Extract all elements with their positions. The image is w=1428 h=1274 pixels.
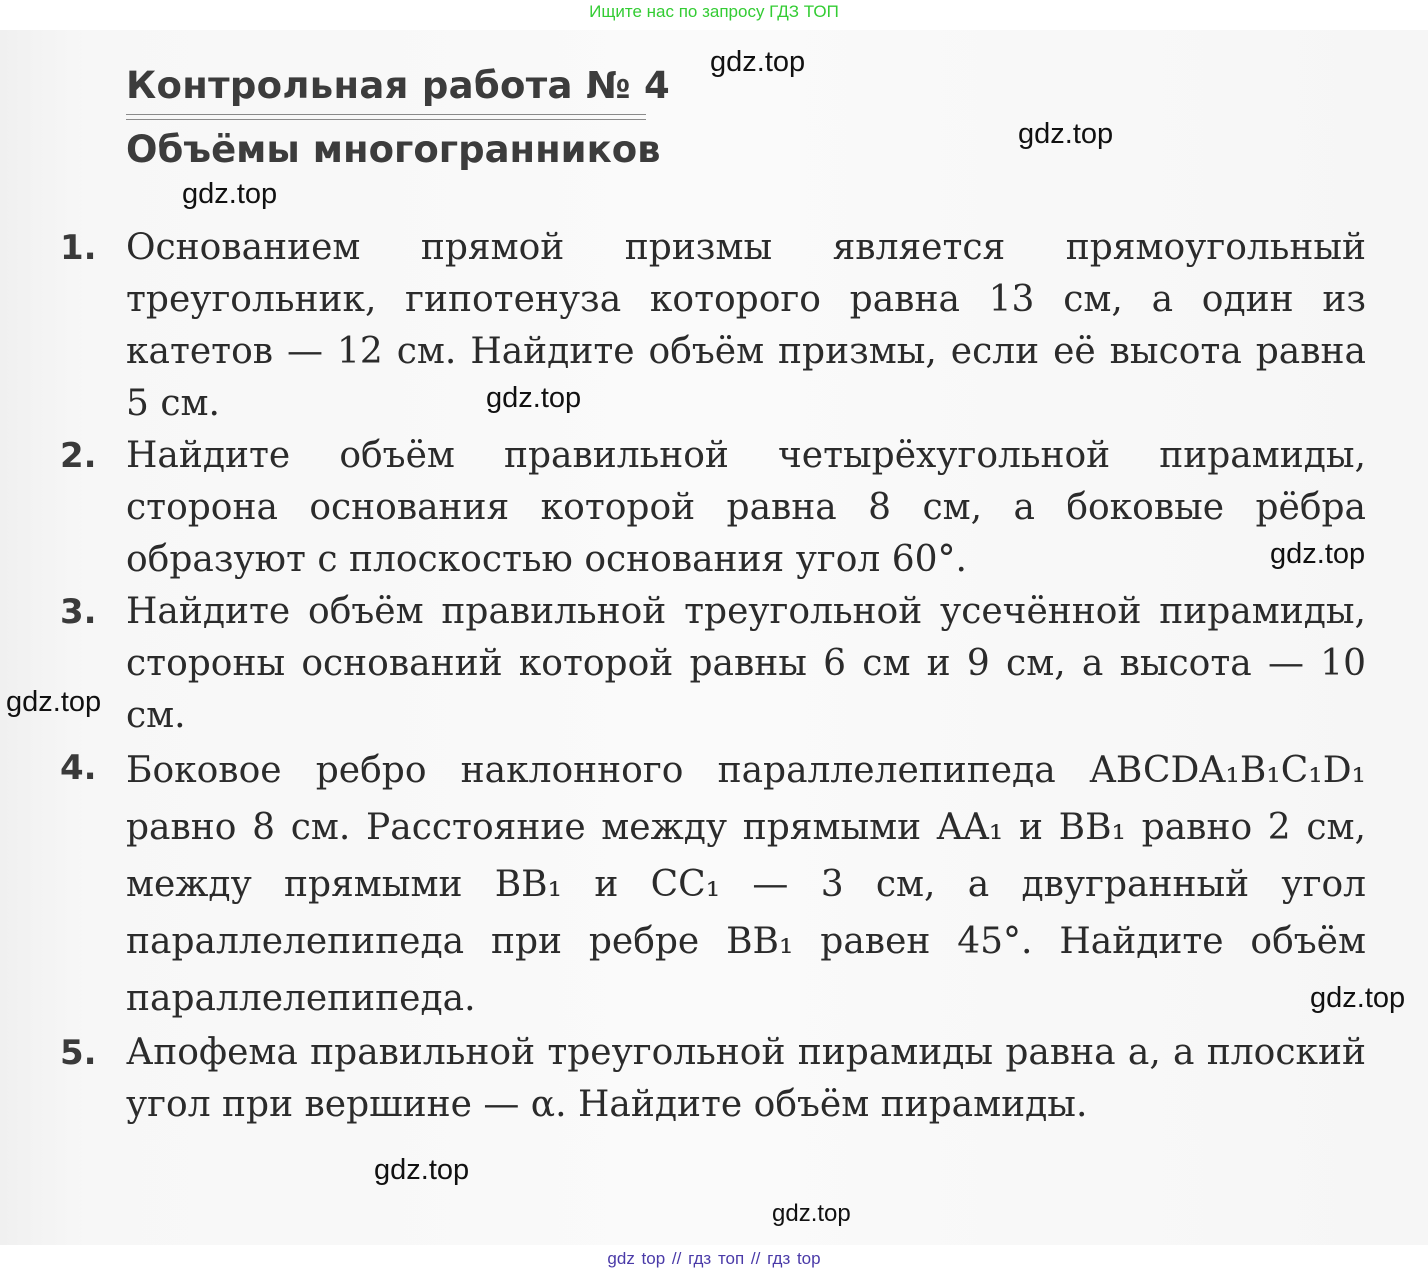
top-banner: Ищите нас по запросу ГДЗ ТОП: [589, 2, 839, 21]
problem-number: 4.: [60, 748, 97, 788]
bottom-banner: gdz top // гдз топ // гдз top: [607, 1249, 821, 1268]
problem-text: Найдите объём правильной четырёхугольной пирамиды, сторона основания которой равна 8 см, а боковые рёбра образуют с плоскостью основания угол 60°.: [126, 435, 1366, 580]
watermark: gdz.top: [710, 46, 806, 78]
watermark: gdz.top: [486, 382, 582, 414]
page-subtitle: Объёмы многогранников: [126, 128, 661, 171]
watermark: gdz.top: [182, 178, 278, 210]
problem-number: 3.: [60, 592, 97, 632]
problem-2: [60, 430, 1366, 586]
problem-number: 2.: [60, 436, 97, 476]
page-title: Контрольная работа № 4: [126, 64, 670, 107]
problem-text: Боковое ребро наклонного параллелепипеда ABCDA₁B₁C₁D₁ равно 8 см. Расстояние между прямыми AA₁ и BB₁ равно 2 см, между прямыми BB₁ и CC₁ — 3 см, а двугранный угол параллелепипеда при ребре BB₁ равен 45°. Найдите объём параллелепипеда.: [126, 750, 1366, 1019]
problem-5: [60, 1027, 1366, 1131]
problem-number: 1.: [60, 228, 97, 268]
problem-number: 5.: [60, 1033, 97, 1073]
problem-1: [60, 222, 1366, 430]
watermark: gdz.top: [374, 1154, 470, 1186]
watermark: gdz.top: [1270, 538, 1366, 570]
watermark: gdz.top: [1310, 982, 1406, 1014]
problem-3: [60, 586, 1366, 742]
watermark: gdz.top: [772, 1200, 851, 1227]
problem-text: Найдите объём правильной треугольной усечённой пирамиды, стороны оснований которой равны 6 см и 9 см, а высота — 10 см.: [126, 591, 1366, 736]
watermark: gdz.top: [1018, 118, 1114, 150]
title-underline: [126, 114, 646, 120]
problem-text: Основанием прямой призмы является прямоугольный треугольник, гипотенуза которого равна 13 см, а один из катетов — 12 см. Найдите объём призмы, если её высота равна 5 см.: [126, 227, 1366, 424]
problem-list: [60, 222, 1366, 1131]
watermark: gdz.top: [6, 686, 102, 718]
problem-4: [60, 742, 1366, 1027]
problem-text: Апофема правильной треугольной пирамиды равна a, а плоский угол при вершине — α. Найдите объём пирамиды.: [126, 1032, 1366, 1125]
